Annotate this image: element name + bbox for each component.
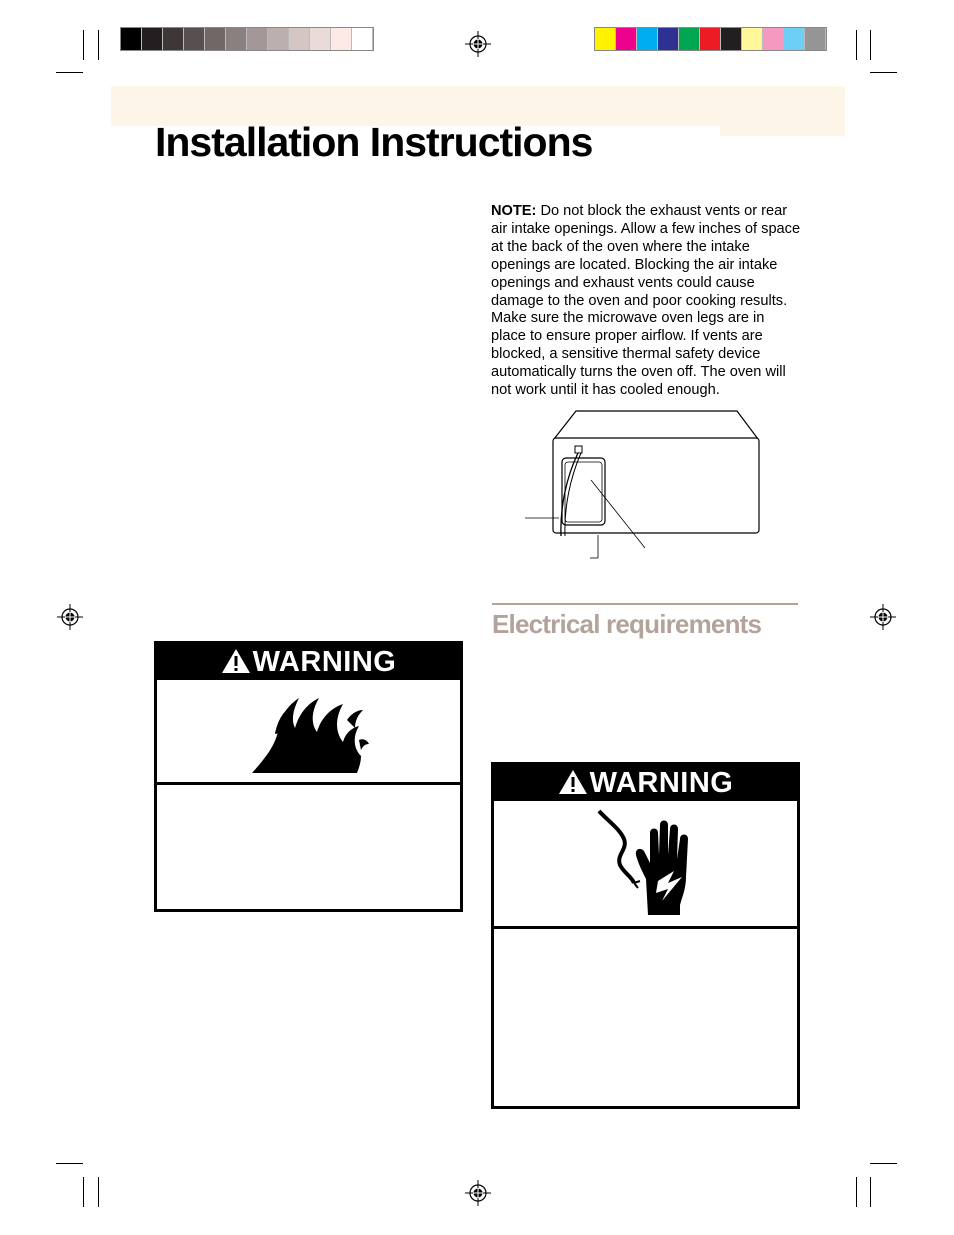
crop-mark (83, 1177, 84, 1207)
color-swatch (805, 28, 826, 50)
color-swatch (247, 28, 268, 50)
color-swatch (784, 28, 805, 50)
color-swatch (721, 28, 742, 50)
fire-icon (247, 688, 372, 778)
crop-mark (856, 30, 857, 60)
registration-mark-icon (870, 604, 896, 630)
color-swatch (700, 28, 721, 50)
note-text: Do not block the exhaust vents or rear air intake openings. Allow a few inches of space at the back of the oven where the intake openings are located. Blocking the air intake openings and exhaust vents could cause damage to the oven and poor cooking results. Make sure the microwave oven legs are in place to ensure proper airflow. If vents are blocked, a sensitive thermal safety device automatically turns the oven off. The oven will not work until it has cooled enough. (491, 203, 801, 399)
warning-header (157, 644, 460, 680)
color-swatch (679, 28, 700, 50)
section-rule (492, 603, 798, 605)
color-swatch (310, 28, 331, 50)
color-swatch (763, 28, 784, 50)
warning-triangle-icon (558, 769, 588, 795)
warning-header (494, 765, 797, 801)
color-swatch (595, 28, 616, 50)
color-swatch (205, 28, 226, 50)
crop-mark (870, 1163, 897, 1164)
warning-label: WARNING (252, 646, 397, 678)
color-swatch (637, 28, 658, 50)
color-swatch (742, 28, 763, 50)
oven-rear-illustration (520, 408, 765, 563)
color-swatch (142, 28, 163, 50)
color-swatch (331, 28, 352, 50)
color-swatch (226, 28, 247, 50)
crop-mark (56, 72, 83, 73)
crop-mark (56, 1163, 83, 1164)
page-title: Installation Instructions (155, 119, 593, 165)
crop-mark (83, 30, 84, 60)
crop-mark (98, 30, 99, 60)
crop-mark (870, 1177, 871, 1207)
warning-divider (157, 782, 460, 785)
electrical-requirements-heading: Electrical requirements (492, 609, 762, 639)
color-swatch (616, 28, 637, 50)
registration-mark-icon (465, 1180, 491, 1206)
registration-mark-icon (465, 31, 491, 57)
electric-shock-warning-box (491, 762, 800, 1109)
process-color-bar (594, 27, 827, 51)
color-swatch (289, 28, 310, 50)
crop-mark (870, 30, 871, 60)
electric-shock-hand-icon (594, 809, 704, 919)
warning-divider (494, 926, 797, 929)
crop-mark (856, 1177, 857, 1207)
color-swatch (268, 28, 289, 50)
note-paragraph (491, 203, 803, 400)
warning-label: WARNING (589, 767, 734, 799)
registration-mark-icon (57, 604, 83, 630)
color-swatch (184, 28, 205, 50)
crop-mark (98, 1177, 99, 1207)
color-swatch (658, 28, 679, 50)
grayscale-color-bar (120, 27, 374, 51)
crop-mark (870, 72, 897, 73)
color-swatch (121, 28, 142, 50)
note-label: NOTE: (491, 203, 537, 219)
warning-triangle-icon (221, 648, 251, 674)
color-swatch (163, 28, 184, 50)
fire-warning-box (154, 641, 463, 912)
color-swatch (352, 28, 373, 50)
